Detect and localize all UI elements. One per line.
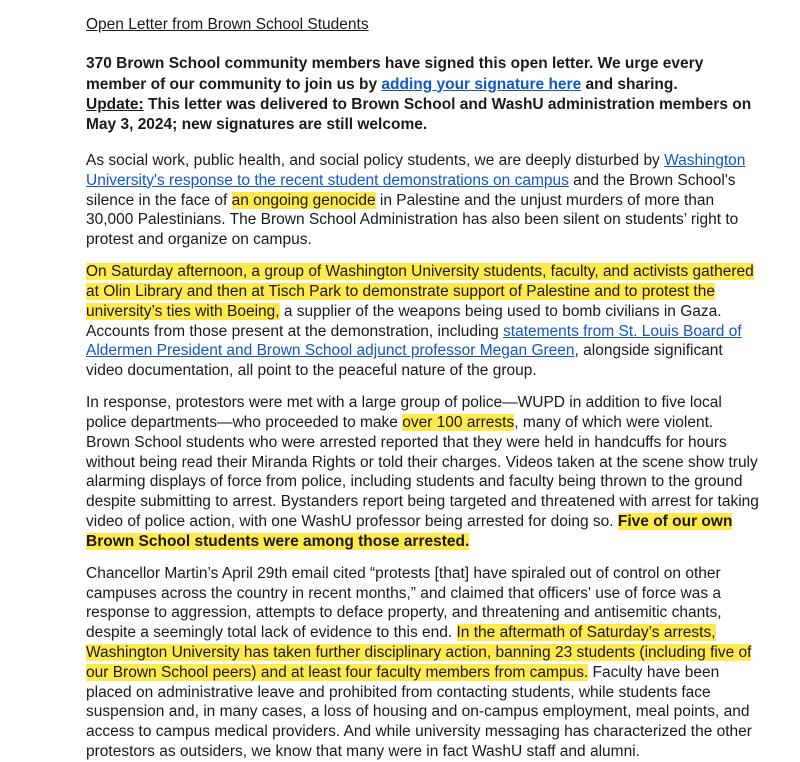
paragraph-1: [86, 151, 760, 250]
p4-text-1: Chancellor Martin’s April 29th email cited “protests [that] have spiraled out of control on other campuses across the country in recent months,” and claimed that officers' use of force was a response to aggression, attempts to deface property, and threatening and antisemitic chants, despite a seemingly total lack of evidence to this end.: [86, 564, 722, 642]
p2-text-1: a supplier of the weapons being used to bomb civilians in Gaza. Accounts from those present at the demonstration, including: [86, 302, 722, 340]
p4-text-2: Faculty have been placed on administrative leave and prohibited from contacting students, while students face suspension and, in many cases, a loss of housing and on-campus employment, meal points, and access to campus medical providers. And while university messaging has characterized the other protestors as outsiders, we know that many were in fact WashU staff and alumni.: [86, 663, 752, 761]
disciplinary-action-highlight: In the aftermath of Saturday’s arrests, Washington University has taken further disciplinary action, banning 23 students (including five of our Brown School peers) and at least four faculty members from campus.: [86, 624, 752, 681]
intro-paragraph: [86, 54, 760, 135]
p1-text-1: As social work, public health, and social policy students, we are deeply disturbed by: [86, 151, 665, 169]
genocide-highlight: an ongoing genocide: [231, 191, 376, 209]
university-response-link[interactable]: Washington University's response to the recent student demonstrations on campus: [86, 151, 746, 189]
p1-text-3: in Palestine and the unjust murders of more than 30,000 Palestinians. The Brown School Administration has also been silent on students’ right to protest and organize on campus.: [86, 191, 739, 249]
megan-green-statements-link[interactable]: statements from St. Louis Board of Aldermen President and Brown School adjunct professor Megan Green: [86, 322, 742, 360]
saturday-protest-highlight: On Saturday afternoon, a group of Washington University students, faculty, and activists gathered at Olin Library and then at Tisch Park to demonstrate support of Palestine and to protest the university’s ties with Boeing,: [86, 263, 754, 320]
update-label: Update:: [86, 95, 144, 113]
paragraph-3: [86, 393, 760, 552]
students-arrested-highlight: Five of our own Brown School students were among those arrested.: [86, 513, 733, 550]
p3-text-2: , many of which were violent. Brown School students who were arrested reported that they were held in handcuffs for hours without being read their Miranda Rights or told their charges. Videos taken at the scene show truly alarming displays of force from police, including students and faculty being thrown to the ground despite submitting to arrest. Bystanders report being targeted and threatened with arrest for taking video of police action, with one WashU professor being arrested for doing so.: [86, 413, 759, 531]
add-signature-link[interactable]: adding your signature here: [381, 75, 582, 93]
p1-text-2: and the Brown School's silence in the face of: [86, 171, 736, 209]
paragraph-4: [86, 564, 760, 762]
document-title: Open Letter from Brown School Students: [86, 16, 369, 33]
p2-text-2: , alongside significant video documentation, all point to the peaceful nature of the group.: [86, 342, 723, 380]
urge-text: We urge every member of our community to join us by: [86, 55, 704, 93]
paragraph-2: [86, 262, 760, 381]
update-text: This letter was delivered to Brown School and WashU administration members on May 3, 2024; new signatures are still welcome.: [86, 95, 752, 133]
sharing-text: and sharing.: [581, 75, 678, 93]
signed-count-text: 370 Brown School community members have signed this open letter.: [86, 55, 594, 73]
arrests-highlight: over 100 arrests: [402, 413, 515, 431]
p3-text-1: In response, protestors were met with a large group of police—WUPD in addition to five local police departments—who proceeded to make: [86, 394, 722, 431]
